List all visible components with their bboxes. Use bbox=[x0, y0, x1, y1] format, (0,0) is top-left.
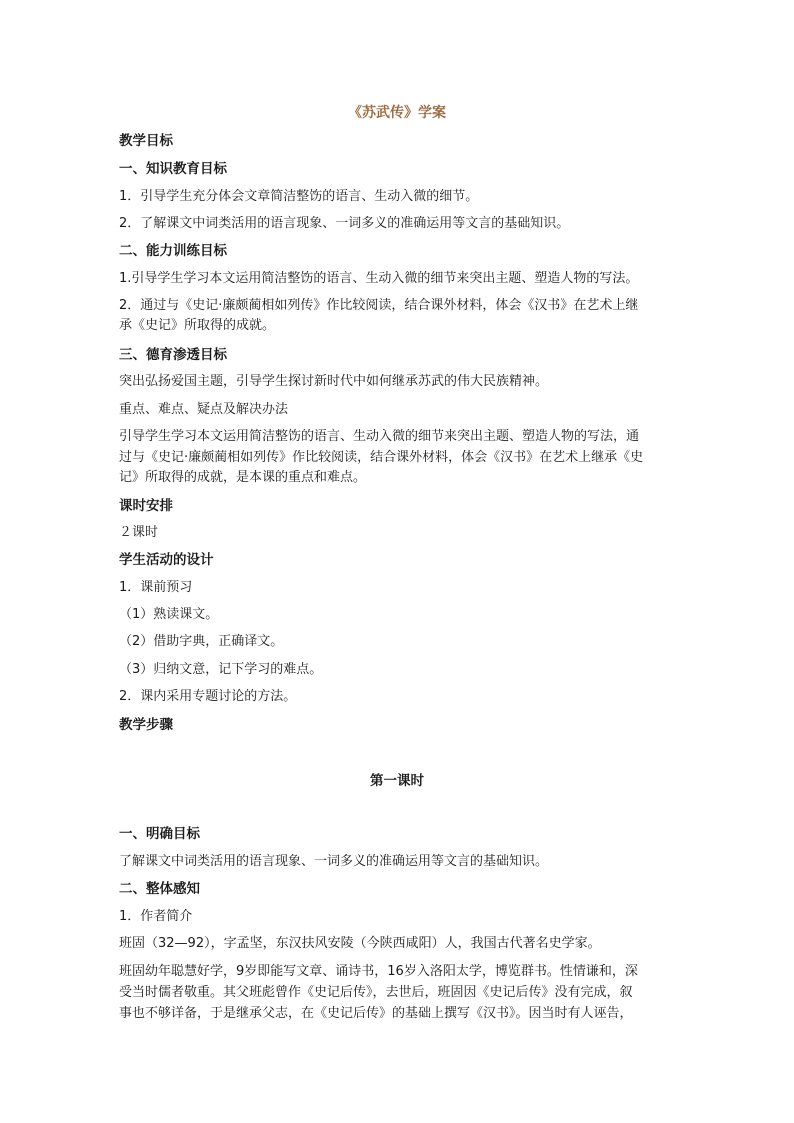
paragraph-line: 记》所取得的成就，是本课的重点和难点。 bbox=[119, 470, 367, 485]
heading-ability-goals: 二、能力训练目标 bbox=[119, 243, 227, 259]
paragraph-line: 过与《史记·廉颇蔺相如列传》作比较阅读，结合课外材料，体会《汉书》在艺术上继承《史 bbox=[119, 450, 644, 465]
heading-teaching-goals: 教学目标 bbox=[119, 133, 173, 149]
document-title: 《苏武传》学案 bbox=[348, 105, 446, 121]
list-item: 1．作者简介 bbox=[119, 909, 193, 924]
subheading-key-points: 重点、难点、疑点及解决办法 bbox=[119, 402, 289, 417]
paragraph-line: 受当时儒者敬重。其父班彪曾作《史记后传》，去世后，班固因《史记后传》没有完成，叙 bbox=[119, 985, 633, 1000]
paragraph-line: 引导学生学习本文运用简洁整饬的语言、生动入微的细节来突出主题、塑造人物的写法，通 bbox=[119, 429, 640, 444]
paragraph-line: 突出弘扬爱国主题，引导学生探讨新时代中如何继承苏武的伟大民族精神。 bbox=[119, 374, 549, 389]
heading-student-activities: 学生活动的设计 bbox=[119, 552, 214, 568]
list-item: （2）借助字典，正确译文。 bbox=[119, 634, 284, 649]
section-title-first-lesson: 第一课时 bbox=[370, 773, 424, 789]
heading-moral-goals: 三、德育渗透目标 bbox=[119, 347, 227, 363]
heading-schedule: 课时安排 bbox=[119, 498, 173, 514]
list-item: 1．课前预习 bbox=[119, 580, 193, 595]
paragraph-line: 2．了解课文中词类活用的语言现象、一词多义的准确运用等文言的基础知识。 bbox=[119, 216, 570, 231]
paragraph-line: 2．通过与《史记·廉颇蔺相如列传》作比较阅读，结合课外材料，体会《汉书》在艺术上继 bbox=[119, 298, 639, 313]
paragraph-line: 1.引导学生学习本文运用简洁整饬的语言、生动入微的细节来突出主题、塑造人物的写法。 bbox=[119, 271, 639, 286]
heading-clear-goals: 一、明确目标 bbox=[119, 826, 200, 842]
heading-knowledge-goals: 一、知识教育目标 bbox=[119, 161, 227, 177]
paragraph-line: ２课时 bbox=[119, 525, 159, 540]
heading-overall-perception: 二、整体感知 bbox=[119, 881, 200, 897]
list-item: （3）归纳文意，记下学习的难点。 bbox=[119, 662, 323, 677]
paragraph-line: 班固（32—92），字孟坚，东汉扶风安陵（今陕西咸阳）人，我国古代著名史学家。 bbox=[119, 936, 601, 951]
paragraph-line: 了解课文中词类活用的语言现象、一词多义的准确运用等文言的基础知识。 bbox=[119, 854, 549, 869]
heading-teaching-steps: 教学步骤 bbox=[119, 717, 173, 733]
paragraph-line: 承《史记》所取得的成就。 bbox=[119, 318, 276, 333]
paragraph-line: 班固幼年聪慧好学，9岁即能写文章、诵诗书，16岁入洛阳太学，博览群书。性情谦和，深 bbox=[119, 964, 638, 979]
paragraph-line: 1．引导学生充分体会文章简洁整饬的语言、生动入微的细节。 bbox=[119, 189, 479, 204]
list-item: 2．课内采用专题讨论的方法。 bbox=[119, 689, 297, 704]
list-item: （1）熟读课文。 bbox=[119, 607, 219, 622]
paragraph-line: 事也不够详备，于是继承父志，在《史记后传》的基础上撰写《汉书》。因当时有人诬告， bbox=[119, 1006, 633, 1021]
